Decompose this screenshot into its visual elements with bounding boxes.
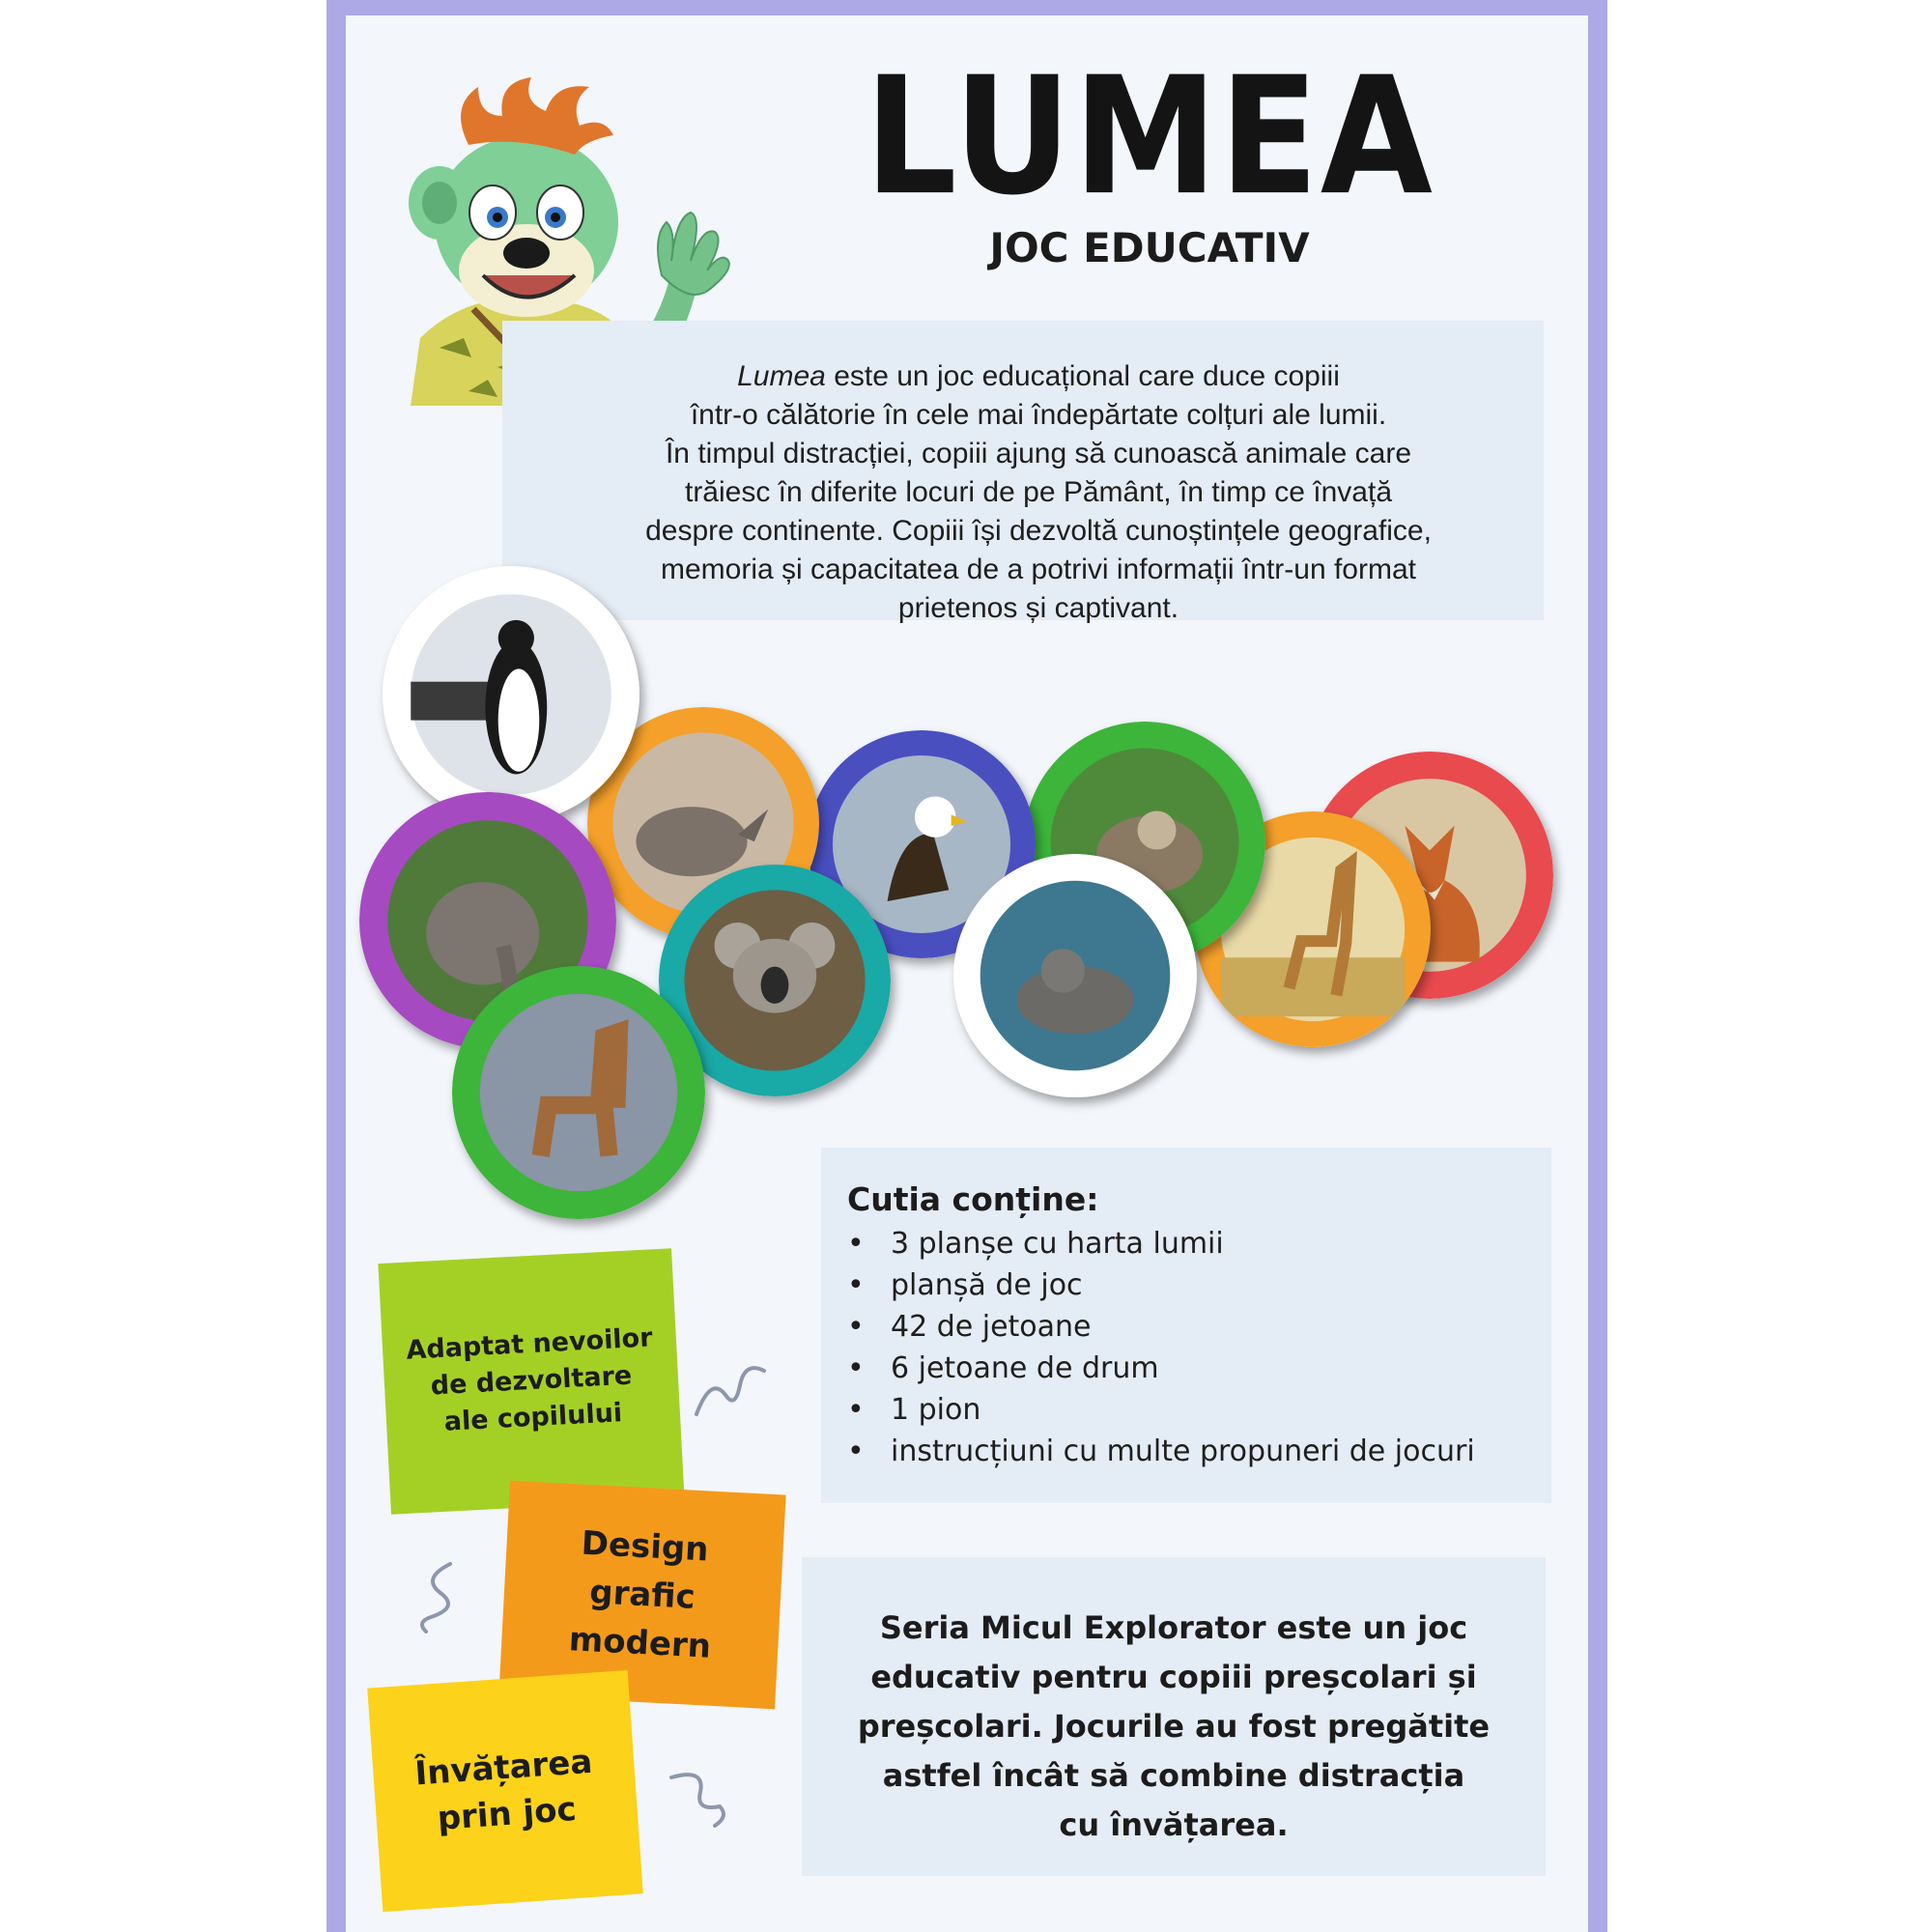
- note-adapted: [378, 1248, 684, 1515]
- series-line: cu învățarea.: [1059, 1806, 1289, 1843]
- intro-line-1: Lumea este un joc educațional care duce copiii: [737, 360, 1340, 392]
- list-item: • 1 pion: [847, 1393, 981, 1427]
- list-item: • 3 planșe cu harta lumii: [847, 1227, 1224, 1261]
- list-item: • 6 jetoane de drum: [847, 1351, 1159, 1385]
- intro-line-2: într-o călătorie în cele mai îndepărtate colțuri ale lumii.: [690, 399, 1387, 431]
- frame-top: [327, 0, 1607, 15]
- swirl-decoration-icon: [692, 1356, 769, 1424]
- intro-text: [541, 357, 1536, 628]
- page-subtitle: JOC EDUCATIV: [989, 224, 1310, 271]
- note-learning: [367, 1670, 643, 1912]
- swirl-decoration-icon: [412, 1559, 469, 1636]
- note-line: ale copilului: [442, 1398, 623, 1437]
- intro-line-6: memoria și capacitatea de a potrivi informații într-un format: [661, 554, 1416, 585]
- note-line: Învățarea: [413, 1742, 594, 1794]
- series-text: [816, 1604, 1531, 1850]
- contents-list: [847, 1223, 1475, 1472]
- list-item: • planșă de joc: [847, 1268, 1083, 1302]
- intro-line-5: despre continente. Copiii își dezvoltă cunoștințele geografice,: [645, 515, 1432, 547]
- swirl-decoration-icon: [667, 1768, 730, 1832]
- intro-line-7: prietenos și captivant.: [897, 592, 1179, 624]
- note-line: de dezvoltare: [430, 1360, 633, 1402]
- page-title: LUMEA: [865, 43, 1435, 232]
- note-line: Adaptat nevoilor: [405, 1322, 654, 1366]
- note-line: grafic: [588, 1573, 696, 1617]
- frame-left: [327, 0, 346, 1932]
- note-design: [498, 1481, 785, 1710]
- token-seal: [953, 854, 1197, 1097]
- note-line: modern: [567, 1620, 712, 1666]
- series-line: preșcolari. Jocurile au fost pregătite: [857, 1708, 1491, 1745]
- intro-line-4: trăiesc în diferite locuri de pe Pământ, în timp ce învață: [684, 476, 1393, 508]
- list-item: • instrucțiuni cu multe propuneri de jocuri: [847, 1435, 1475, 1468]
- frame-right: [1588, 0, 1607, 1932]
- contents-title: Cutia conține:: [847, 1180, 1099, 1218]
- note-line: Design: [580, 1523, 710, 1570]
- list-item: • 42 de jetoane: [847, 1310, 1092, 1344]
- token-penguin: [383, 566, 639, 823]
- token-llama: [452, 966, 705, 1219]
- note-line: prin joc: [436, 1789, 578, 1838]
- series-line: Seria Micul Explorator este un joc: [879, 1609, 1468, 1646]
- series-line: astfel încât să combine distracția: [882, 1757, 1465, 1794]
- series-line: educativ pentru copiii preșcolari și: [870, 1659, 1477, 1695]
- intro-line-3: În timpul distracției, copiii ajung să cunoască animale care: [665, 438, 1412, 469]
